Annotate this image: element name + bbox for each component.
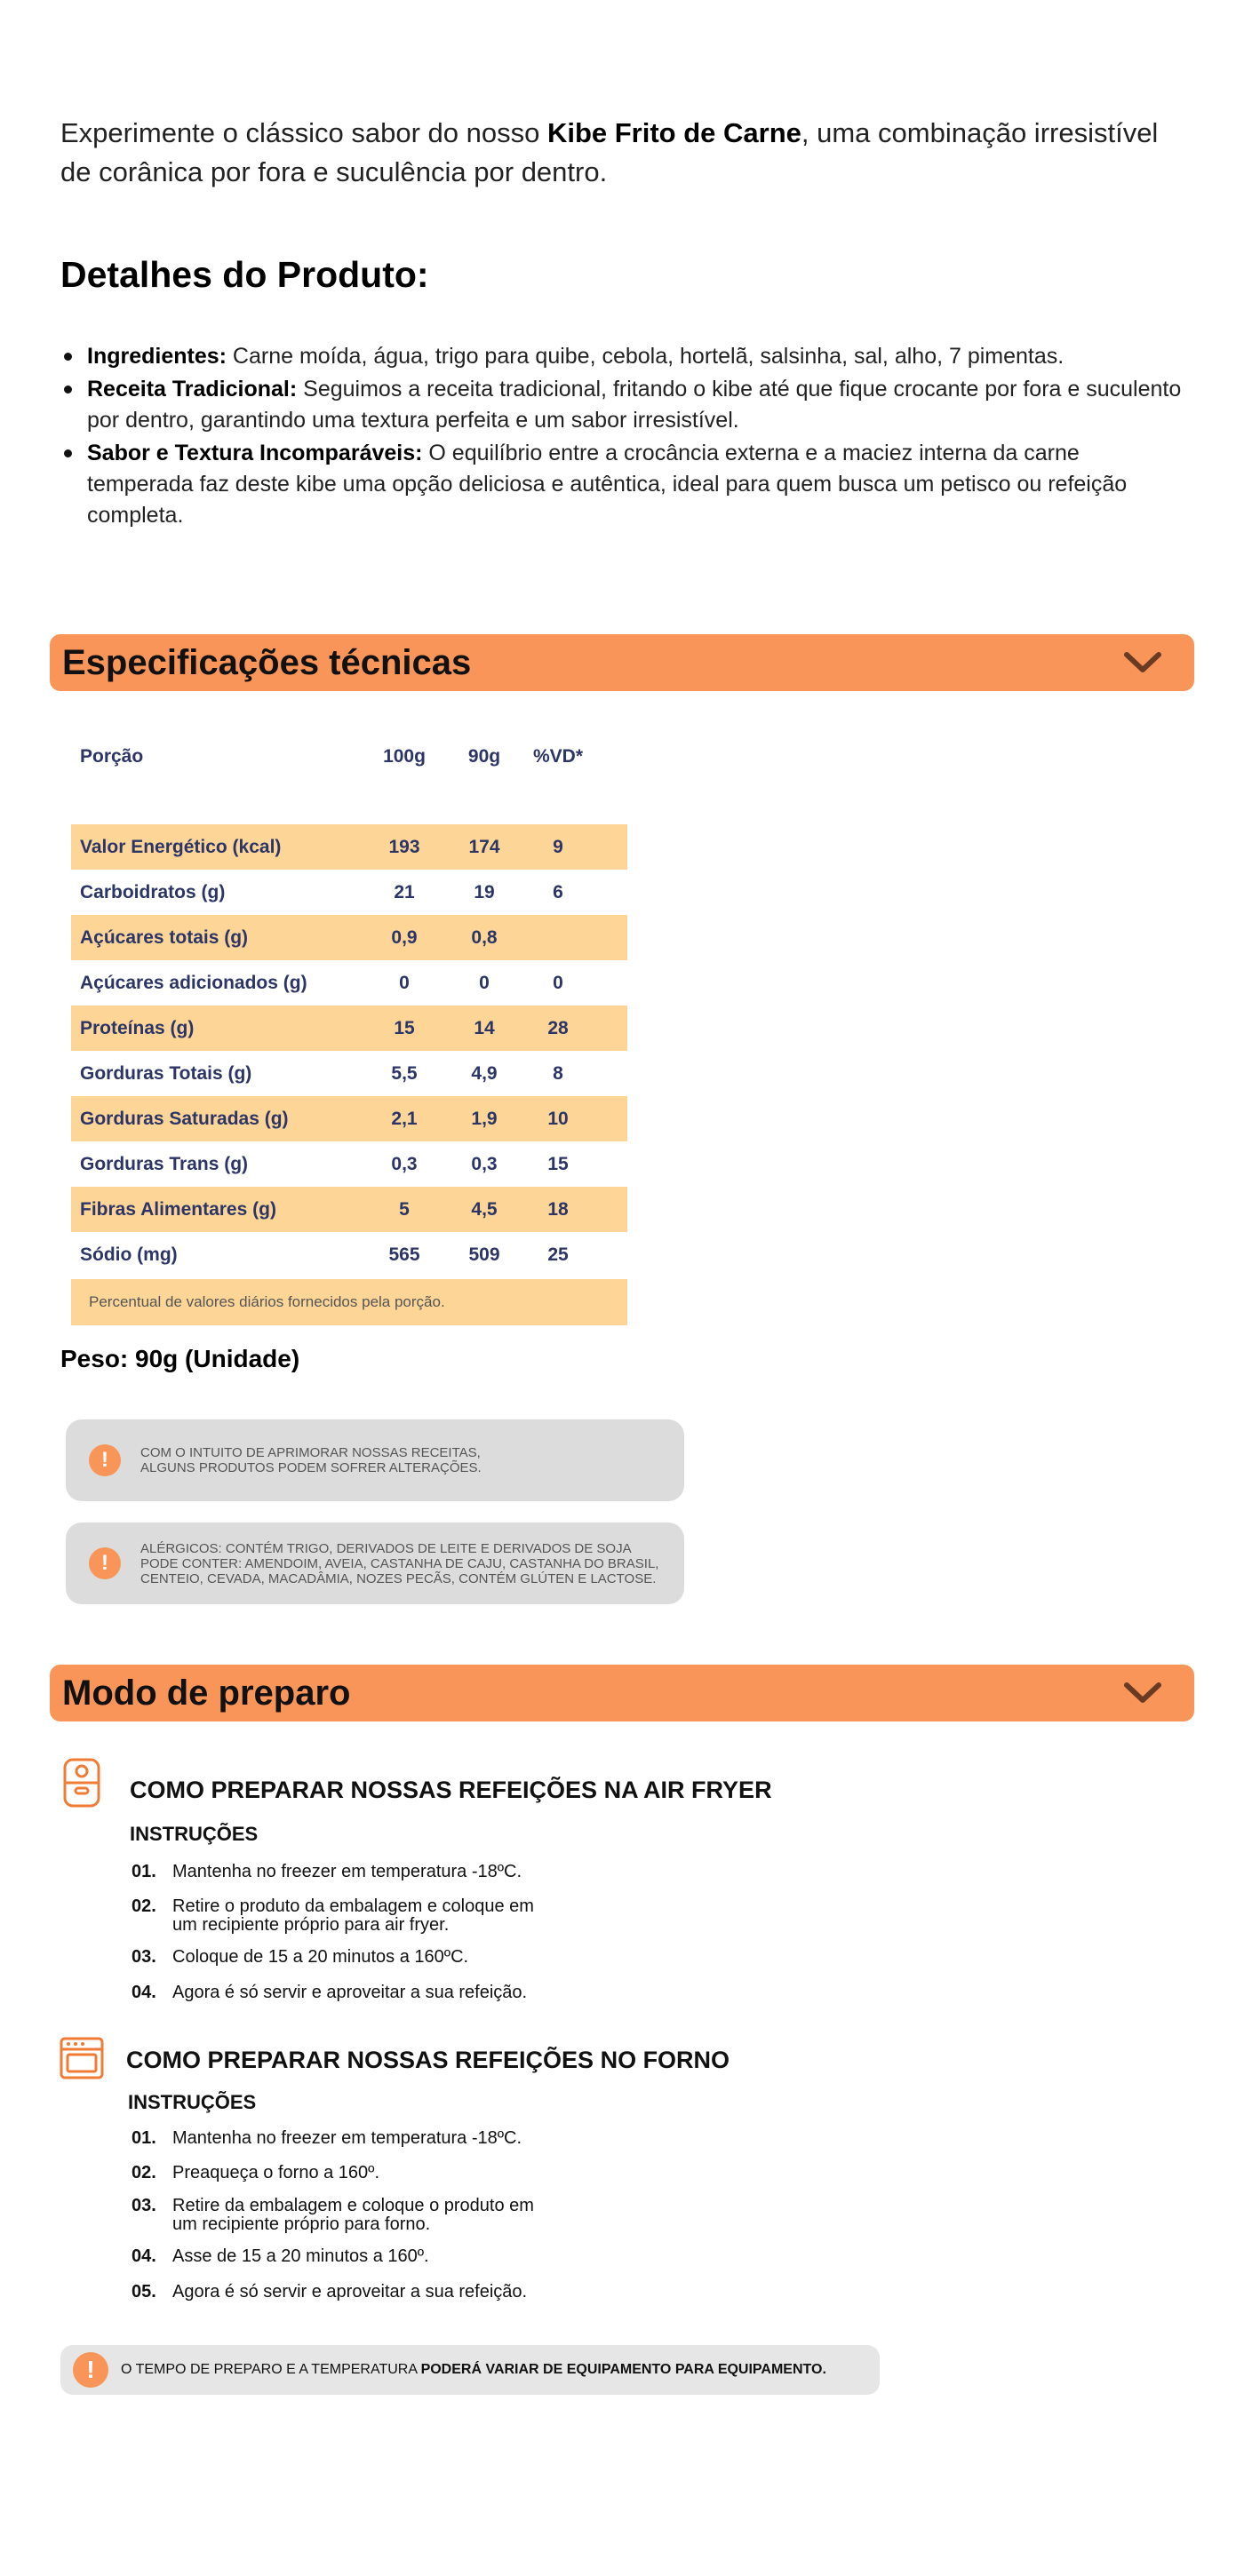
table-row: [71, 1187, 627, 1232]
table-row: [71, 915, 627, 960]
list-item: [132, 2247, 670, 2266]
step-text: Preaqueça o forno a 160º.: [172, 2163, 380, 2182]
step-number: 01.: [132, 1862, 156, 1881]
step-number: 05.: [132, 2282, 156, 2302]
table-cell: 565: [388, 1244, 420, 1265]
details-item-flavor: [87, 438, 1189, 531]
list-item: [132, 1897, 670, 1935]
table-row: [71, 1051, 627, 1096]
details-list: [87, 341, 1189, 533]
prep-accordion-header[interactable]: [50, 1665, 1194, 1721]
table-row: [71, 824, 627, 870]
details-item-label: Receita Tradicional:: [87, 377, 298, 402]
table-cell: 5,5: [391, 1062, 418, 1084]
list-item: [132, 2129, 670, 2148]
step-text: Asse de 15 a 20 minutos a 160º.: [172, 2246, 429, 2266]
details-item-text: Carne moída, água, trigo para quibe, cebola, hortelã, salsinha, sal, alho, 7 pimentas.: [226, 344, 1065, 369]
table-row: [71, 1096, 627, 1141]
step-text: Retire o produto da embalagem e coloque em um recipiente próprio para air fryer.: [172, 1896, 534, 1935]
table-row: [71, 1006, 627, 1051]
table-cell: 18: [547, 1198, 569, 1220]
table-cell: 28: [547, 1017, 569, 1038]
note-text-plain: O TEMPO DE PREPARO E A TEMPERATURA: [121, 2362, 421, 2377]
step-number: 03.: [132, 1947, 156, 1967]
intro-text-after: , uma combinação irresistível de corânica por fora e suculência por dentro.: [60, 117, 1159, 187]
step-text: Agora é só servir e aproveitar a sua refeição.: [172, 1983, 528, 2002]
table-row: [71, 870, 627, 915]
table-cell: Carboidratos (g): [80, 881, 226, 902]
table-cell: 9: [553, 836, 563, 857]
list-item: [132, 2164, 670, 2182]
table-cell: 0,3: [471, 1153, 498, 1174]
specs-title: Especificações técnicas: [62, 642, 472, 682]
exclamation-icon: !: [73, 2352, 108, 2388]
table-cell: Açúcares totais (g): [80, 926, 249, 948]
step-text: Coloque de 15 a 20 minutos a 160ºC.: [172, 1947, 469, 1967]
airfryer-title: COMO PREPARAR NOSSAS REFEIÇÕES NA AIR FRYER: [130, 1777, 772, 1803]
table-cell: 0,9: [391, 926, 418, 948]
table-cell: Gorduras Totais (g): [80, 1062, 252, 1084]
nutrition-header-row: [71, 730, 627, 783]
oven-icon: [59, 2036, 105, 2080]
details-item-label: Ingredientes:: [87, 344, 227, 369]
table-row: [71, 1141, 627, 1187]
table-row: [71, 960, 627, 1006]
chevron-down-icon[interactable]: [1123, 651, 1162, 674]
table-cell: 14: [474, 1017, 495, 1038]
note-text: [121, 2362, 826, 2378]
table-cell: 21: [394, 881, 415, 902]
alert-text: COM O INTUITO DE APRIMORAR NOSSAS RECEITAS, ALGUNS PRODUTOS PODEM SOFRER ALTERAÇÕES.: [140, 1445, 482, 1475]
step-number: 02.: [132, 2163, 156, 2182]
step-number: 02.: [132, 1896, 156, 1916]
table-cell: 174: [468, 836, 500, 857]
product-name: Kibe Frito de Carne: [546, 117, 801, 148]
step-text: Mantenha no freezer em temperatura -18ºC.: [172, 1862, 522, 1881]
chevron-down-icon[interactable]: [1123, 1682, 1162, 1705]
prep-variation-note: [60, 2345, 880, 2395]
header-cell: 90g: [467, 746, 501, 767]
details-title: Detalhes do Produto:: [60, 254, 429, 295]
details-item-text: Seguimos a receita tradicional, fritando o kibe até que fique crocante por fora e suculento por dentro, garantindo uma textura perfeita e um sabor irresistível.: [87, 377, 1182, 433]
table-row: [71, 1232, 627, 1277]
table-cell: 193: [388, 836, 420, 857]
list-item: [132, 2197, 670, 2234]
step-number: 04.: [132, 2246, 156, 2266]
exclamation-icon: !: [89, 1444, 121, 1476]
table-cell: 0: [399, 972, 410, 993]
table-cell: 0,3: [391, 1153, 418, 1174]
table-cell: 4,9: [471, 1062, 498, 1084]
nutrition-table: [71, 730, 627, 1325]
intro-text-before: Experimente o clássico sabor do nosso: [60, 117, 547, 148]
product-intro: [60, 114, 1171, 192]
step-text: Mantenha no freezer em temperatura -18ºC.: [172, 2128, 522, 2148]
step-text: Retire da embalagem e coloque o produto em um recipiente próprio para forno.: [172, 2196, 534, 2234]
table-cell: 5: [399, 1198, 410, 1220]
table-cell: Gorduras Saturadas (g): [80, 1108, 289, 1129]
table-cell: Açúcares adicionados (g): [80, 972, 307, 993]
air-fryer-icon: [60, 1757, 103, 1809]
table-cell: 6: [553, 881, 563, 902]
step-text: Agora é só servir e aproveitar a sua refeição.: [172, 2282, 528, 2302]
table-cell: Gorduras Trans (g): [80, 1153, 249, 1174]
table-cell: 1,9: [471, 1108, 498, 1129]
header-cell: Porção: [80, 746, 144, 767]
table-cell: 8: [553, 1062, 563, 1084]
table-cell: 15: [547, 1153, 569, 1174]
table-cell: 509: [468, 1244, 500, 1265]
details-item-text: O equilíbrio entre a crocância externa e a maciez interna da carne temperada faz deste kibe uma opção deliciosa e autêntica, ideal para quem busca um petisco ou refeição completa.: [87, 441, 1128, 528]
details-item-ingredients: [87, 341, 1189, 372]
list-item: [132, 1948, 670, 1967]
list-item: [132, 2283, 670, 2302]
step-number: 03.: [132, 2196, 156, 2215]
table-cell: 25: [547, 1244, 569, 1265]
table-cell: 0: [553, 972, 563, 993]
table-cell: 2,1: [391, 1108, 418, 1129]
recipe-change-alert: [66, 1419, 684, 1501]
specs-accordion-header[interactable]: [50, 634, 1194, 691]
product-weight: Peso: 90g (Unidade): [60, 1345, 300, 1372]
step-number: 01.: [132, 2128, 156, 2148]
table-cell: Sódio (mg): [80, 1244, 178, 1265]
table-cell: 0: [479, 972, 490, 993]
table-cell: Proteínas (g): [80, 1017, 195, 1038]
nutrition-footnote: Percentual de valores diários fornecidos pela porção.: [71, 1279, 627, 1325]
details-item-label: Sabor e Textura Incomparáveis:: [87, 441, 423, 465]
table-cell: Fibras Alimentares (g): [80, 1198, 276, 1220]
list-item: [132, 1863, 670, 1881]
table-cell: 15: [394, 1017, 415, 1038]
oven-instructions-label: INSTRUÇÕES: [128, 2091, 257, 2113]
table-cell: Valor Energético (kcal): [80, 836, 282, 857]
table-cell: 10: [547, 1108, 569, 1129]
step-number: 04.: [132, 1983, 156, 2002]
allergen-alert: [66, 1523, 684, 1604]
table-cell: 0,8: [471, 926, 498, 948]
airfryer-instructions-label: INSTRUÇÕES: [130, 1823, 259, 1845]
prep-title: Modo de preparo: [62, 1673, 351, 1713]
exclamation-icon: !: [89, 1547, 121, 1579]
alert-text: ALÉRGICOS: CONTÉM TRIGO, DERIVADOS DE LEITE E DERIVADOS DE SOJA PODE CONTER: AMENDOIM, AVEIA, CASTANHA DE CAJU, CASTANHA DO BRASIL, CENTEIO, CEVADA, MACADÂMIA, NOZES PECÃS, CONTÉM GLÚTEN E LACTOSE.: [140, 1540, 659, 1586]
header-cell: %VD*: [532, 746, 584, 767]
header-cell: 100g: [383, 746, 426, 767]
table-cell: 4,5: [471, 1198, 498, 1220]
oven-title: COMO PREPARAR NOSSAS REFEIÇÕES NO FORNO: [126, 2047, 730, 2073]
list-item: [132, 1984, 670, 2002]
table-cell: 19: [474, 881, 495, 902]
details-item-recipe: [87, 374, 1189, 436]
note-text-bold: PODERÁ VARIAR DE EQUIPAMENTO PARA EQUIPAMENTO.: [420, 2362, 826, 2377]
